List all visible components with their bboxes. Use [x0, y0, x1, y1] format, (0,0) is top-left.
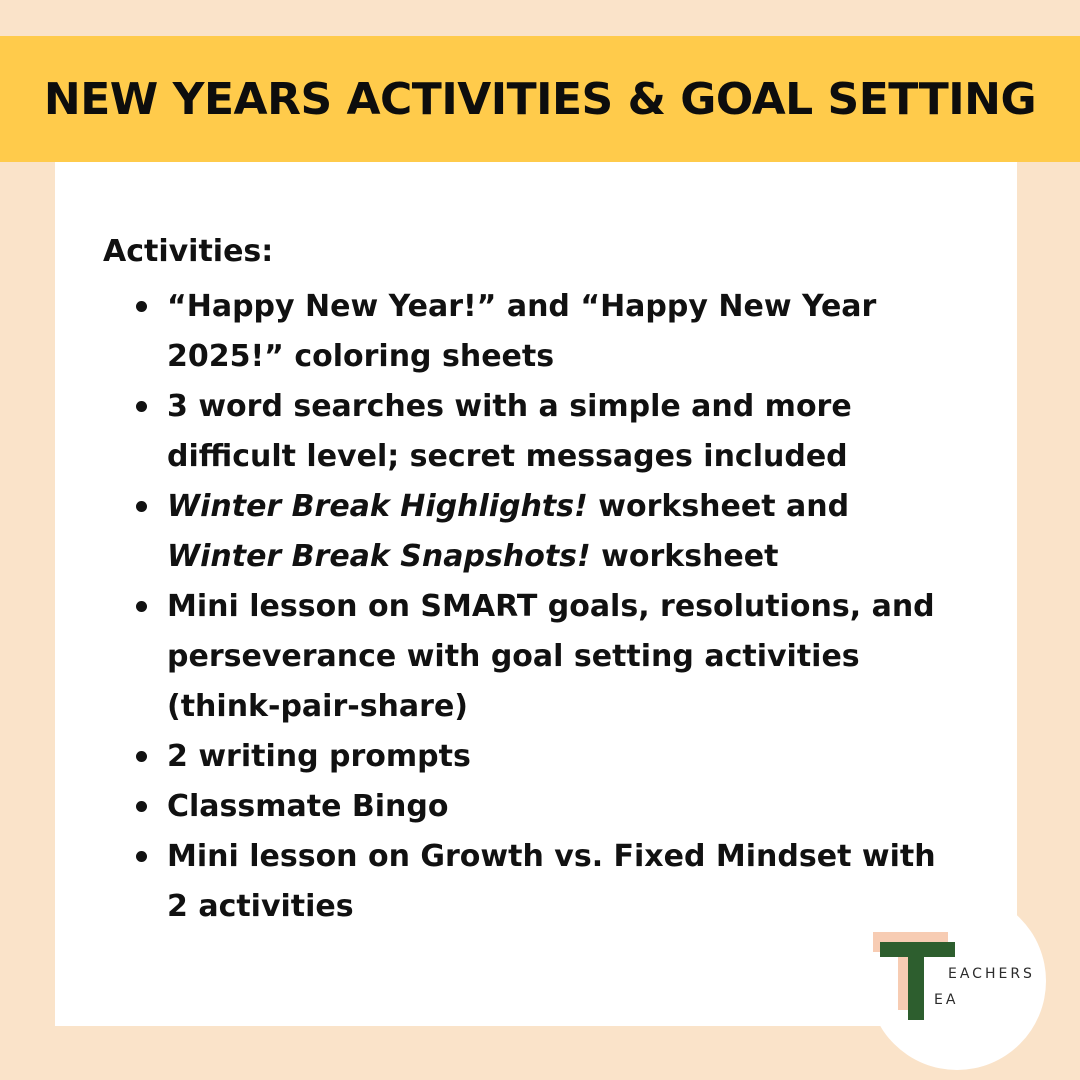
list-item	[167, 782, 937, 832]
activities-list	[167, 282, 937, 932]
logo-t-shadow-icon-stem	[908, 942, 924, 1020]
item-text: “Happy New Year!” and “Happy New Year 2025!” coloring sheets	[167, 289, 877, 374]
list-item	[167, 832, 937, 932]
bullet-icon	[136, 601, 147, 612]
logo-text-line1: EACHERS	[948, 966, 1035, 982]
item-italic-title-2: Winter Break Snapshots!	[167, 539, 591, 574]
bullet-icon	[136, 401, 147, 412]
item-italic-title-1: Winter Break Highlights!	[167, 489, 588, 524]
list-item	[167, 282, 937, 382]
title-banner	[0, 36, 1080, 162]
bullet-icon	[136, 301, 147, 312]
bullet-icon	[136, 801, 147, 812]
item-text: 2 writing prompts	[167, 739, 471, 774]
item-text: Mini lesson on Growth vs. Fixed Mindset with 2 activities	[167, 839, 936, 924]
bullet-icon	[136, 751, 147, 762]
item-text: worksheet and	[587, 489, 850, 524]
list-item	[167, 582, 937, 732]
list-item	[167, 482, 937, 582]
logo-text-line2: EA	[934, 992, 959, 1008]
item-text: Classmate Bingo	[167, 789, 449, 824]
item-text: 3 word searches with a simple and more difficult level; secret messages included	[167, 389, 852, 474]
list-item	[167, 382, 937, 482]
bullet-icon	[136, 501, 147, 512]
page-title: NEW YEARS ACTIVITIES & GOAL SETTING	[43, 73, 1037, 125]
list-item	[167, 732, 937, 782]
activities-heading: Activities:	[103, 234, 274, 269]
item-text: Mini lesson on SMART goals, resolutions, and perseverance with goal setting activities (think-pair-share)	[167, 589, 935, 724]
item-text-end: worksheet	[590, 539, 779, 574]
bullet-icon	[136, 851, 147, 862]
